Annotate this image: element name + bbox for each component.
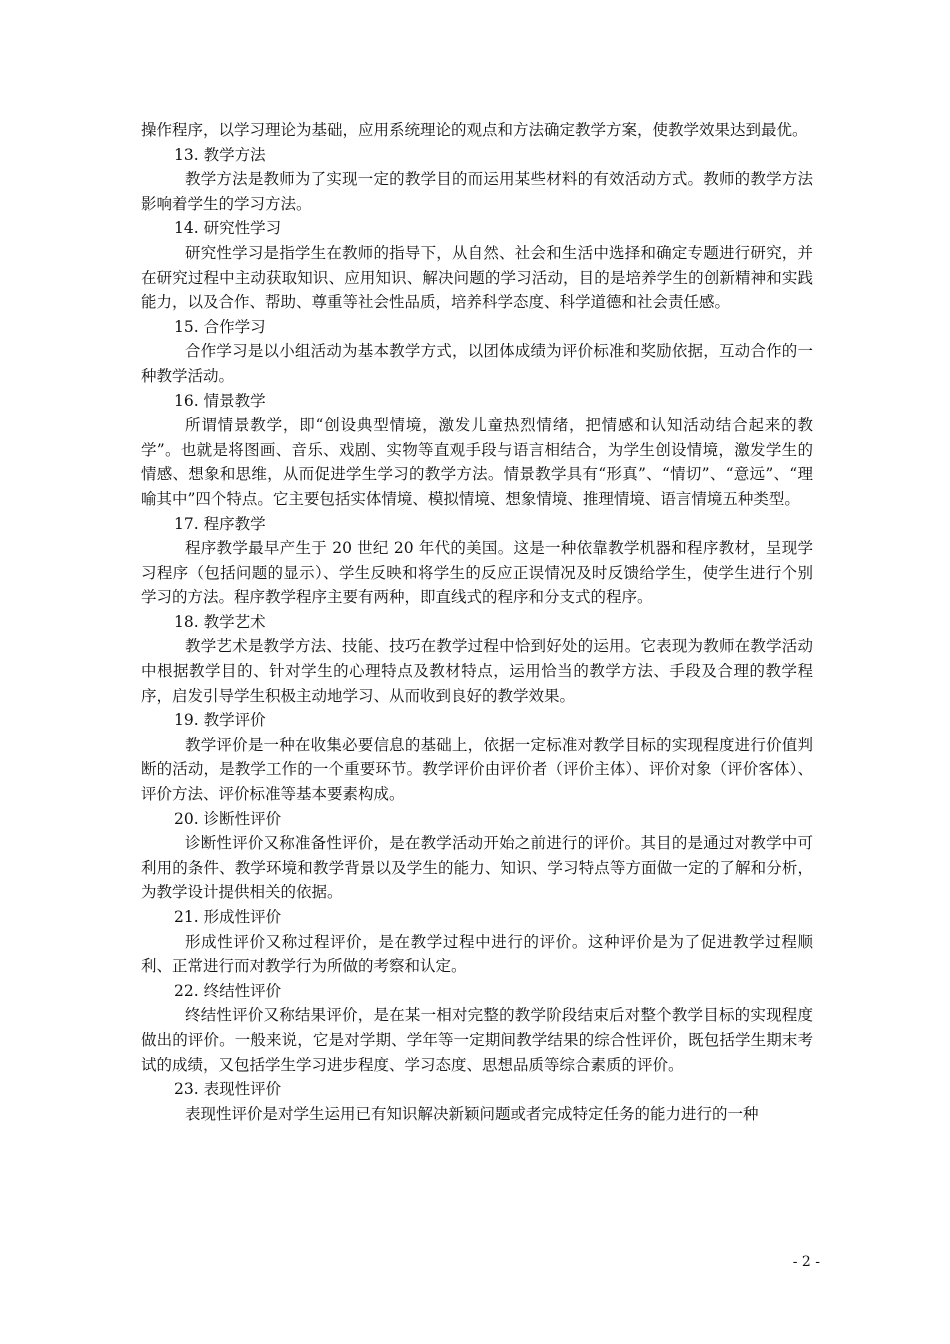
section-body-22: 终结性评价又称结果评价，是在某一相对完整的教学阶段结束后对整个教学目标的实现程度做出的评价。一般来说，它是对学期、学年等一定期间教学结果的综合性评价，既包括学生期末考试的成绩，又包括学生学习进步程度、学习态度、思想品质等综合素质的评价。: [141, 1006, 813, 1074]
section-body-16: 所谓情景教学，即“创设典型情境，激发儿童热烈情绪，把情感和认知活动结合起来的教学”。也就是将图画、音乐、戏剧、实物等直观手段与语言相结合，为学生创设情境，激发学生的情感、想象和思维，从而促进学生学习的教学方法。情景教学具有“形真”、“情切”、“意远”、“理喻其中”四个特点。它主要包括实体情境、模拟情境、想象情境、推理情境、语言情境五种类型。: [141, 416, 813, 508]
section-heading-13: 13. 教学方法: [174, 145, 266, 164]
section-body-17: 程序教学最早产生于 20 世纪 20 年代的美国。这是一种依靠教学机器和程序教材，呈现学习程序（包括问题的显示）、学生反映和将学生的反应正误情况及时反馈给学生，使学生进行个别学习的方法。程序教学程序主要有两种，即直线式的程序和分支式的程序。: [141, 539, 813, 607]
section-heading-20: 20. 诊断性评价: [174, 809, 282, 828]
section-heading-19: 19. 教学评价: [174, 711, 266, 730]
section-body-23: 表现性评价是对学生运用已有知识解决新颖问题或者完成特定任务的能力进行的一种: [185, 1104, 759, 1123]
section-heading-17: 17. 程序教学: [174, 514, 266, 533]
section-body-14: 研究性学习是指学生在教师的指导下，从自然、社会和生活中选择和确定专题进行研究，并在研究过程中主动获取知识、应用知识、解决问题的学习活动，目的是培养学生的创新精神和实践能力，以及合作、帮助、尊重等社会性品质，培养科学态度、科学道德和社会责任感。: [141, 243, 813, 312]
section-heading-16: 16. 情景教学: [174, 391, 266, 410]
section-heading-15: 15. 合作学习: [174, 317, 266, 336]
section-body-20: 诊断性评价又称准备性评价，是在教学活动开始之前进行的评价。其目的是通过对教学中可利用的条件、教学环境和教学背景以及学生的能力、知识、学习特点等方面做一定的了解和分析，为教学设计提供相关的依据。: [141, 834, 813, 902]
section-body-18: 教学艺术是教学方法、技能、技巧在教学过程中恰到好处的运用。它表现为教师在教学活动中根据教学目的、针对学生的心理特点及教材特点，运用恰当的教学方法、手段及合理的教学程序，启发引导学生积极主动地学习、从而收到良好的教学效果。: [141, 637, 813, 705]
section-body-19: 教学评价是一种在收集必要信息的基础上，依据一定标准对教学目标的实现程度进行价值判断的活动，是教学工作的一个重要环节。教学评价由评价者（评价主体）、评价对象（评价客体）、评价方法、评价标准等基本要素构成。: [141, 735, 813, 804]
section-body-21: 形成性评价又称过程评价，是在教学过程中进行的评价。这种评价是为了促进教学过程顺利、正常进行而对教学行为所做的考察和认定。: [141, 932, 813, 976]
section-heading-18: 18. 教学艺术: [174, 612, 266, 631]
section-heading-23: 23. 表现性评价: [174, 1080, 282, 1099]
section-body-15: 合作学习是以小组活动为基本教学方式，以团体成绩为评价标准和奖励依据，互动合作的一种教学活动。: [141, 342, 813, 385]
section-heading-21: 21. 形成性评价: [174, 908, 282, 926]
page-number: - 2 -: [792, 1254, 820, 1270]
section-heading-14: 14. 研究性学习: [174, 219, 282, 238]
section-heading-22: 22. 终结性评价: [174, 981, 282, 1000]
section-body-13: 教学方法是教师为了实现一定的教学目的而运用某些材料的有效活动方式。教师的教学方法影响着学生的学习方法。: [141, 170, 813, 213]
continuation-paragraph: 操作程序，以学习理论为基础，应用系统理论的观点和方法确定教学方案，使教学效果达到最优。: [141, 121, 808, 139]
document-body: [141, 118, 813, 1126]
